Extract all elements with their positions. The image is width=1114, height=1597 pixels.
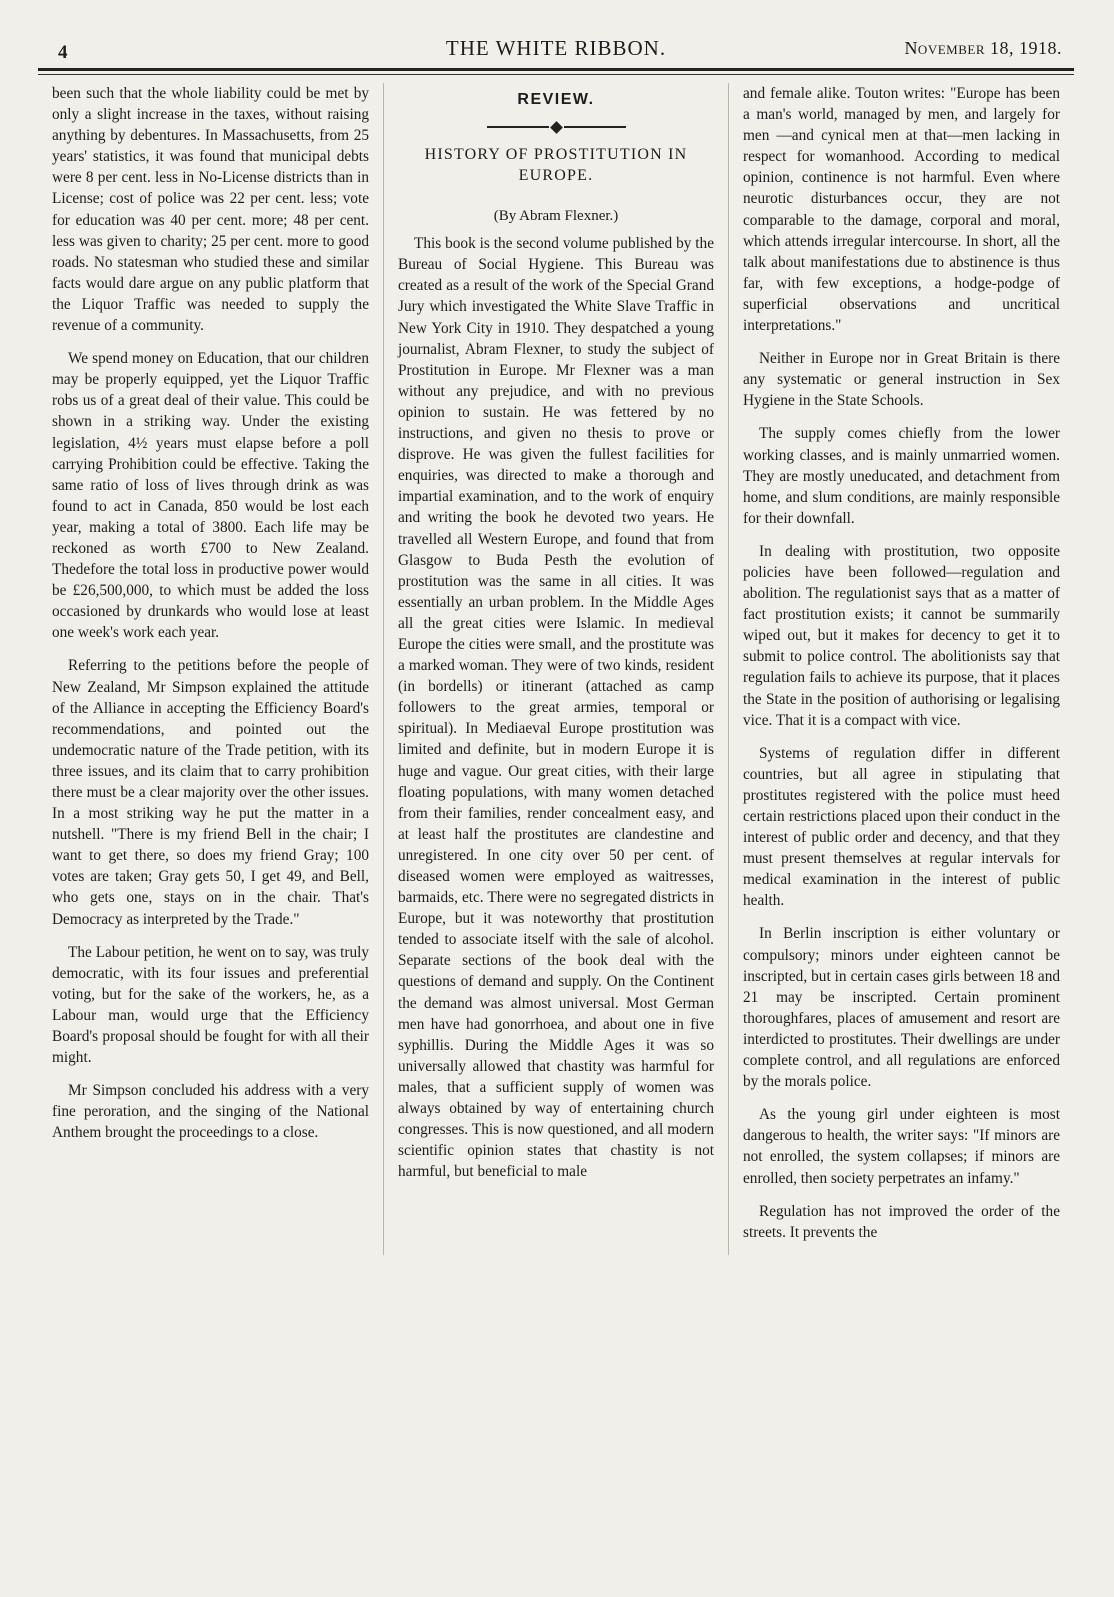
left-column: [38, 83, 383, 1255]
right-paragraph: In Berlin inscription is either voluntary or compulsory; minors under eighteen cannot be inscripted, but in certain cases girls between 18 and 21 may be inscripted. Certain prominent thoroughfares, places of amusement and resort are interdicted to prostitutes. Their dwellings are under complete control, and all regulations are enforced by the morals police.: [743, 925, 1060, 1091]
byline: (By Abram Flexner.): [493, 208, 619, 225]
right-paragraph: The supply comes chiefly from the lower working classes, and is mainly unmarried women. They are mostly uneducated, and detachment from home, and slum conditions, are mainly responsible for their downfall.: [743, 425, 1060, 527]
right-paragraph: In dealing with prostitution, two opposite policies have been followed—regulation and abolition. The regulationist says that as a matter of fact prostitution exists; it cannot be summarily wiped out, but it makes for decency to get it to submit to police control. The abolitionists say that regulation fails to achieve its purpose, that it places the State in the position of authorising or legalising vice. That it is a compact with vice.: [743, 542, 1060, 729]
issue-date: November 18, 1918.: [904, 38, 1062, 58]
left-paragraph: Referring to the petitions before the people of New Zealand, Mr Simpson explained the attitude of the Alliance in accepting the Efficiency Board's recommendations, and pointed out the undemocratic nature of the Trade petition, with its three issues, and its claim that to carry prohibition there must be a clear majority over the other issues. In a most striking way he put the matter in a nutshell. "There is my friend Bell in the chair; I want to get there, so does my friend Gray; 100 votes are taken; Gray gets 50, I get 49, and Bell, who gets one, stays on in the chair. That's Democracy as interpreted by the Trade.": [52, 657, 369, 928]
left-paragraph: We spend money on Education, that our children may be properly equipped, yet the Liquor Traffic robs us of a great deal of their value. This could be shown in a striking way. Under the existing legislation, 4½ years must elapse before a poll carrying Prohibition could be effective. Taking the same ratio of loss of lives through drink as was found to act in Canada, 850 would be lost each year, making a total of 3800. Each life may be reckoned as worth £700 to New Zealand. Thedefore the total loss in productive power would be £26,500,000, to which must be added the loss occasioned by drunkards who would lose at least one week's work each year.: [52, 350, 369, 642]
article-title: HISTORY OF PROSTITUTION IN EUROPE.: [424, 146, 688, 185]
masthead: [38, 30, 1074, 63]
right-paragraph: As the young girl under eighteen is most dangerous to health, the writer says: "If minors are not enrolled, the system collapses; if minors are enrolled, then society perpetrates an infamy.": [743, 1106, 1060, 1187]
left-paragraph: been such that the whole liability could be met by only a slight increase in the taxes, without raising anything by debentures. In Massachusetts, from 25 years' statistics, it was found that municipal debts were 8 per cent. less in No-License districts than in License; cost of police was 22 per cent. less; vote for education was 40 per cent. more; 48 per cent. less was given to charity; 25 per cent. more to good roads. No statesman who studied these and similar facts would dare argue on any public platform that the Liquor Traffic was needed to supply the revenue of a community.: [52, 85, 369, 335]
right-paragraph: Systems of regulation differ in different countries, but all agree in stipulating that prostitutes registered with the police must heed certain restrictions placed upon their conduct in the interest of public order and decency, and that they must present themselves at regular intervals for medical examination in the interest of public health.: [743, 744, 1060, 910]
section-heading: REVIEW.: [517, 91, 595, 108]
middle-paragraph: This book is the second volume published by the Bureau of Social Hygiene. This Bureau was created as a result of the work of the Special Grand Jury which investigated the White Slave Traffic in New York City in 1910. They despatched a young journalist, Abram Flexner, to study the subject of Prostitution in Europe. Mr Flexner was a man without any prejudice, and with no previous opinion to sustain. He was fettered by no instructions, and given no thesis to prove or disprove. He was given the fullest facilities for enquiries, was directed to make a thorough and impartial examination, and to the work of enquiry and writing the book he devoted two years. He travelled all Western Europe, and found that from Glasgow to Buda Pesth the evolution of prostitution was the same in all cities. It was essentially an urban problem. In the Middle Ages all the great cities were Islamic. In medieval Europe the cities were small, and the prostitute was a marked woman. They were of two kinds, resident (in bordells) or itinerant (attached as camp followers to the great armies, temporal or spiritual). In Mediaeval Europe prostitution was limited and definite, but in modern Europe it is huge and vague. Our great cities, with their large floating populations, with many women detached from their families, render concealment easy, and at least half the prostitutes are clandestine and unregistered. In one city over 50 per cent. of diseased women were employed as waitresses, barmaids, etc. There were no segregated districts in Europe, but it was noteworthy that prostitution tended to associate itself with the sale of alcohol. Separate sections of the book deal with the questions of demand and supply. On the Continent the demand was almost universal. Most German men have had gonorrhoea, and about one in five syphillis. During the Middle Ages it was so universally allowed that chastity was harmful for males, that a sufficient supply of women was always obtained by way of entertaining church congresses. This is now questioned, and all modern scientific opinion states that chastity is not harmful, but beneficial to male: [398, 235, 714, 1181]
masthead-rule-thin: [38, 74, 1074, 75]
middle-column: [383, 83, 729, 1255]
divider-ornament: [398, 118, 714, 136]
diamond-icon: [550, 121, 563, 134]
columns: [38, 83, 1074, 1255]
page-number: 4: [58, 42, 68, 63]
right-paragraph: Neither in Europe nor in Great Britain is there any systematic or general instruction in Sex Hygiene in the State Schools.: [743, 350, 1060, 410]
right-paragraph: Regulation has not improved the order of the streets. It prevents the: [743, 1202, 1060, 1241]
left-paragraph: Mr Simpson concluded his address with a very fine peroration, and the singing of the National Anthem brought the proceedings to a close.: [52, 1082, 369, 1142]
right-paragraph: and female alike. Touton writes: "Europe has been a man's world, managed by men, and largely for men —and cynical men at that—men lacking in respect for womanhood. According to medical opinion, continence is not harmful. Even where neurotic disturbances occur, they are not comparable to the damage, corporal and moral, which attends irregular intercourse. In short, all the talk about manifestations due to abstinence is thus far, with few exceptions, a hodge-podge of superficial observations and uncritical interpretations.": [743, 85, 1060, 335]
publication-title: THE WHITE RIBBON.: [445, 36, 667, 60]
masthead-rule: [38, 68, 1074, 71]
right-column: [729, 83, 1074, 1255]
left-paragraph: The Labour petition, he went on to say, was truly democratic, with its four issues and preferential voting, but for the sake of the workers, he, as a Labour man, would urge that the Efficiency Board's proposal should be fought for with all their might.: [52, 943, 369, 1067]
